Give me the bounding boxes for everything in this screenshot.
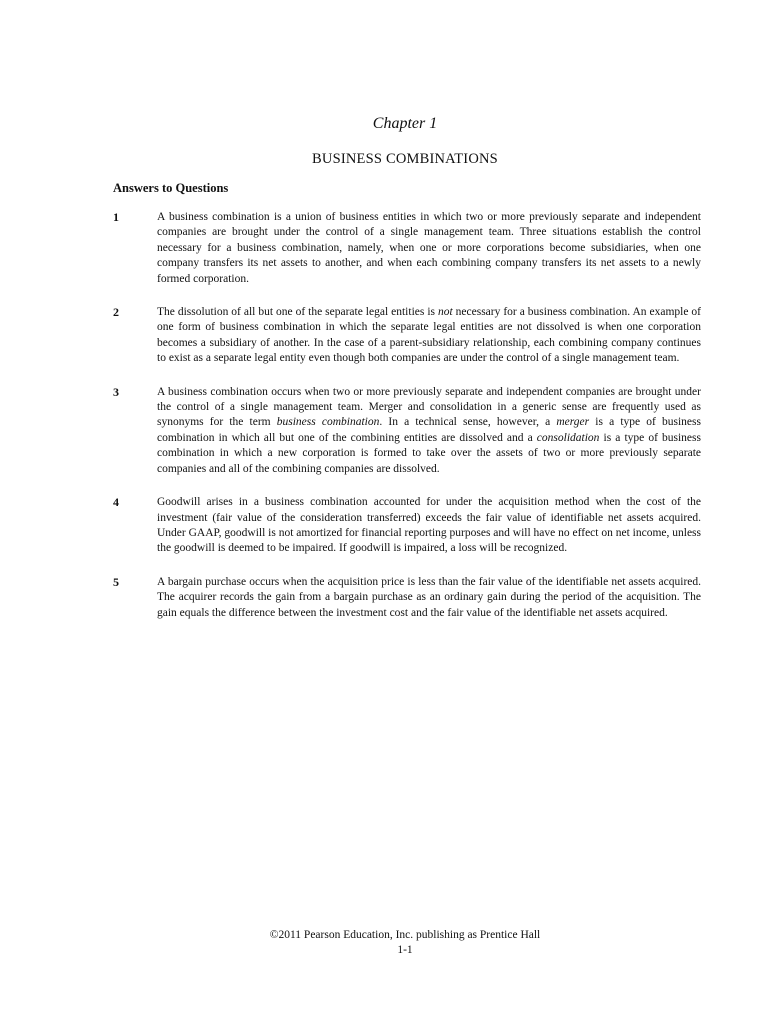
page-number: 1-1 — [397, 944, 413, 956]
answer-text: Goodwill arises in a business combination accounted for under the acquisition method when the cost of the investment (fair value of the consideration transferred) exceeds the fair value of identifiable net assets acquired. Under GAAP, goodwill is not amortized for financial reporting purposes and will have no effect on net income, unless the goodwill is deemed to be impaired. If goodwill is impaired, a loss will be recognized. — [157, 496, 701, 555]
answer-number: 3 — [113, 384, 119, 399]
page-footer — [0, 928, 768, 958]
answer-text: The dissolution of all but one of the separate legal entities is not necessary for a business combination. An example of one form of business combination in which the separate legal entities are not dissolved is when one corporation becomes a subsidiary of another. In the case of a parent-subsidiary relationship, each combining company continues to exist as a separate legal entity even though both companies are under the control of a single management team. — [157, 306, 701, 365]
answer-item-2 — [113, 305, 701, 367]
answer-text: A business combination is a union of business entities in which two or more previously separate and independent companies are brought under the control of a single management team. Three situations establish the control necessary for a business combination, namely, when one or more corporations become subsidiaries, when one company transfers its net assets to another, and when each combining company transfers its net assets to a newly formed corporation. — [157, 211, 701, 285]
answer-item-5 — [113, 575, 701, 621]
answer-item-4 — [113, 495, 701, 557]
answer-number: 5 — [113, 574, 119, 589]
answer-number: 4 — [113, 495, 119, 510]
chapter-label: Chapter 1 — [372, 115, 438, 132]
answer-item-1 — [113, 210, 701, 287]
page-title: BUSINESS COMBINATIONS — [312, 151, 498, 167]
answer-number: 1 — [113, 210, 119, 224]
answer-item-3 — [113, 385, 701, 477]
answer-text: A business combination occurs when two or more previously separate and independent companies are brought under the control of a single management team. Merger and consolidation in a generic sense are frequently used as synonyms for the term business combination. In a technical sense, however, a merger is a type of business combination in which all but one of the combining entities are dissolved and a consolidation is a type of business combination in which a new corporation is formed to take over the assets of two or more previously separate companies and all of the combining companies are dissolved. — [157, 385, 701, 475]
answer-text: A bargain purchase occurs when the acquisition price is less than the fair value of the identifiable net assets acquired. The acquirer records the gain from a bargain purchase as an ordinary gain during the period of the acquisition. The gain equals the difference between the investment cost and the fair value of the identifiable net assets acquired. — [157, 575, 701, 619]
copyright-notice: ©2011 Pearson Education, Inc. publishing as Prentice Hall — [269, 929, 541, 941]
section-heading: Answers to Questions — [113, 181, 229, 195]
answer-number: 2 — [113, 305, 119, 320]
answers-list — [113, 210, 701, 639]
